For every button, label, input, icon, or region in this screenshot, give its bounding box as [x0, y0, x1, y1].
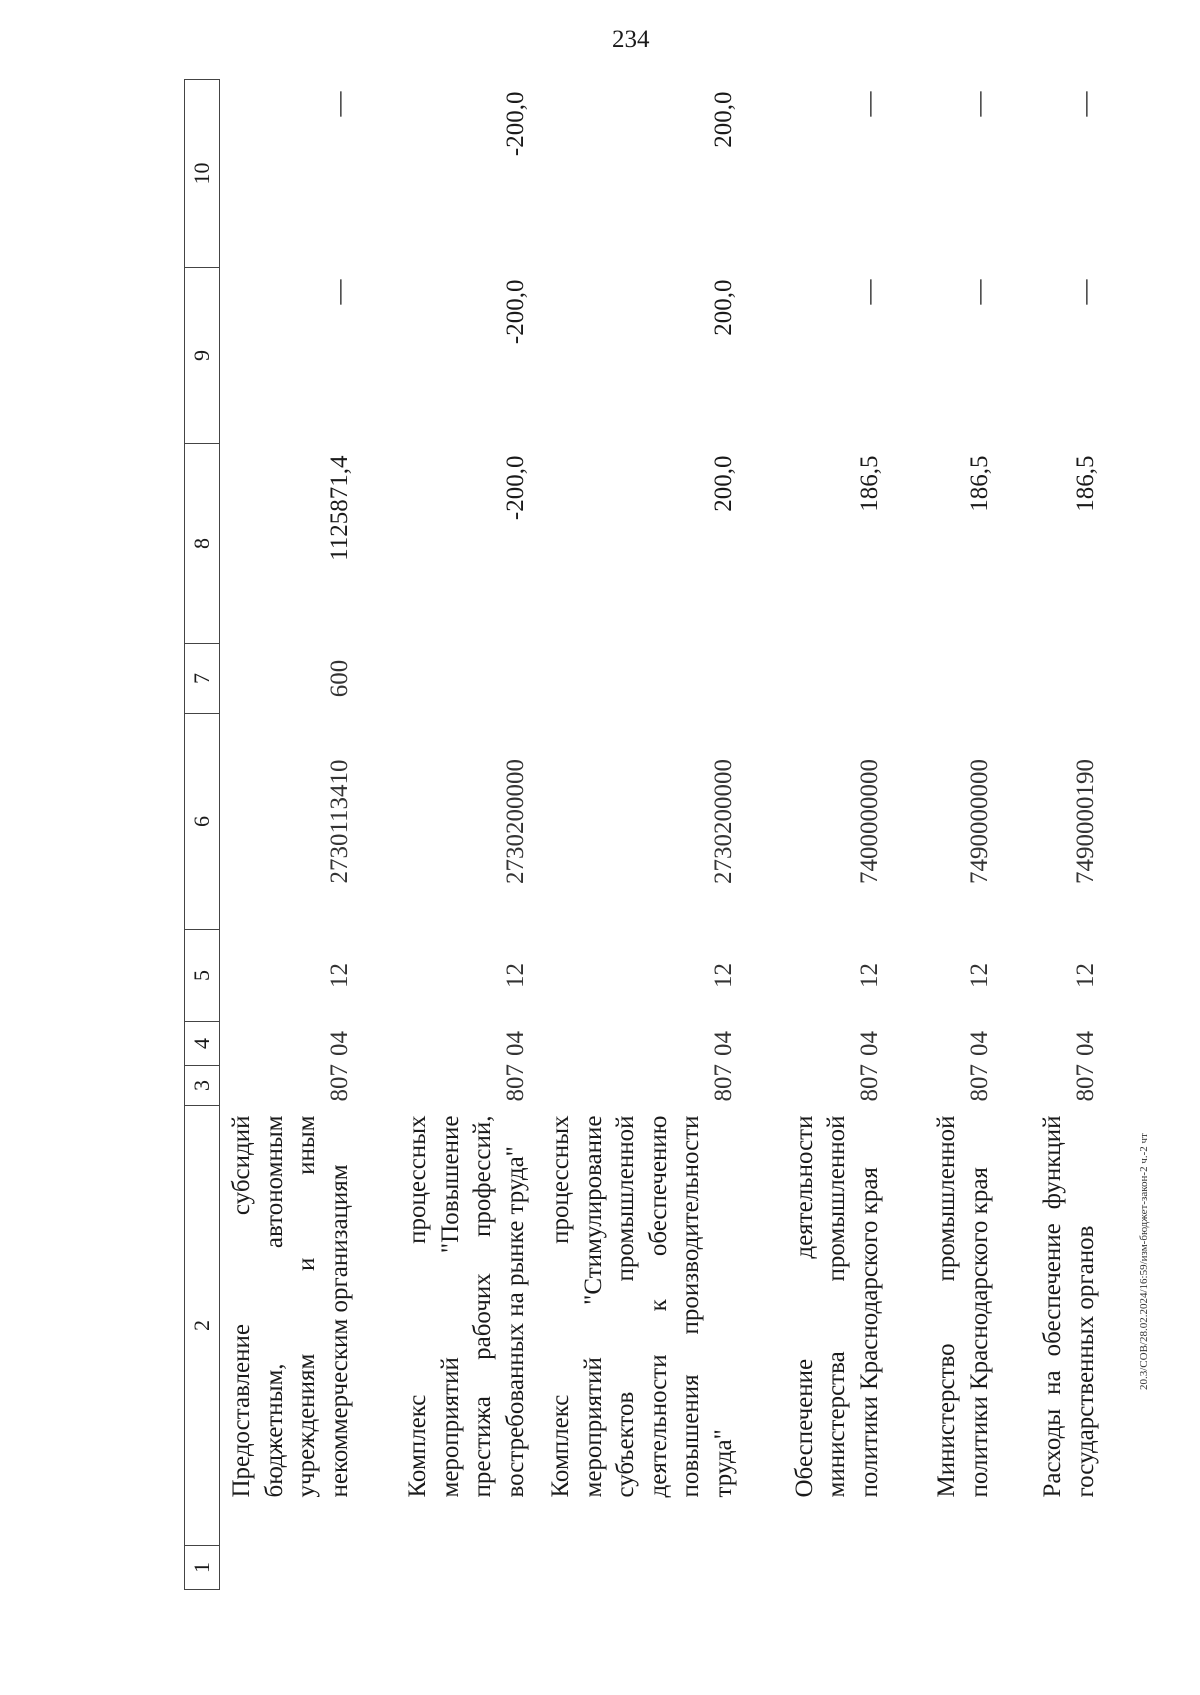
header-row: [185, 80, 220, 1590]
cell-ministry-code: 807: [855, 1064, 883, 1102]
cell-subsection: 12: [325, 963, 353, 988]
cell-amount-9: —: [325, 279, 353, 305]
cell-target-article: 7490000190: [1071, 759, 1099, 884]
cell-empty: [892, 1546, 1002, 1590]
cell-amount-9: —: [855, 279, 883, 305]
cell-amount-8: 200,0: [709, 455, 737, 512]
cell-amount-10: 200,0: [709, 91, 737, 148]
cell-target-article: 7400000000: [855, 759, 883, 884]
cell-name: Расходы на обеспечение функций государственных органов: [1039, 1115, 1099, 1498]
column-header-4: 4: [185, 1022, 220, 1066]
cell-section: 04: [501, 1031, 529, 1056]
cell-name: Комплекс процессных мероприятий "Стимулирование субъектов промышленной деятельности к обеспечению повышения производительности труда": [547, 1115, 737, 1498]
table-row: [220, 80, 363, 1590]
cell-amount-9: 200,0: [709, 279, 737, 336]
cell-expense-type: [538, 644, 746, 714]
cell-section: 04: [965, 1031, 993, 1056]
cell-expense-type: 600: [325, 659, 353, 698]
document-footer-code: 20.3/СОВ/28.02.2024/16:59/изм-бюджет-закон-2 ч.-2 чт: [1138, 1133, 1150, 1390]
cell-amount-8: 186,5: [1071, 455, 1099, 512]
cell-name: Министерство промышленной политики Краснодарского края: [933, 1115, 993, 1498]
table-row: [746, 80, 892, 1590]
column-header-9: 9: [185, 268, 220, 444]
column-header-7: 7: [185, 644, 220, 714]
cell-ministry-code: 807: [1071, 1064, 1099, 1102]
cell-ministry-code: 807: [501, 1064, 529, 1102]
column-header-2: 2: [185, 1106, 220, 1546]
column-header-6: 6: [185, 714, 220, 930]
rotated-table-container: [184, 80, 1099, 1590]
cell-empty: [362, 1546, 538, 1590]
table-row: [1002, 80, 1108, 1590]
cell-name: Обеспечение деятельности министерства промышленной политики Краснодарского края: [790, 1115, 883, 1498]
cell-expense-type: [746, 644, 892, 714]
cell-section: 04: [709, 1031, 737, 1056]
cell-amount-10: —: [855, 91, 883, 117]
cell-subsection: 12: [855, 963, 883, 988]
cell-amount-10: —: [1071, 91, 1099, 117]
cell-target-article: 2730200000: [709, 759, 737, 884]
cell-empty: [746, 1546, 892, 1590]
cell-name: Комплекс процессных мероприятий "Повышение престижа рабочих профессий, востребованных на рынке труда": [404, 1115, 529, 1498]
cell-amount-8: -200,0: [501, 455, 529, 521]
column-header-10: 10: [185, 80, 220, 268]
cell-target-article: 7490000000: [965, 759, 993, 884]
cell-section: 04: [1071, 1031, 1099, 1056]
cell-subsection: 12: [965, 963, 993, 988]
cell-empty: [538, 1546, 746, 1590]
cell-expense-type: [1002, 644, 1108, 714]
cell-empty: [1002, 1546, 1108, 1590]
column-header-8: 8: [185, 444, 220, 644]
table-row: [362, 80, 538, 1590]
budget-table: [184, 79, 1108, 1590]
cell-target-article: 2730113410: [325, 759, 353, 884]
column-header-5: 5: [185, 930, 220, 1022]
table-row: [538, 80, 746, 1590]
cell-amount-10: —: [325, 91, 353, 117]
cell-expense-type: [362, 644, 538, 714]
cell-amount-8: 186,5: [855, 455, 883, 512]
cell-ministry-code: 807: [325, 1064, 353, 1102]
cell-amount-8: 186,5: [965, 455, 993, 512]
cell-empty: [220, 1546, 363, 1590]
cell-amount-10: —: [965, 91, 993, 117]
cell-ministry-code: 807: [965, 1064, 993, 1102]
cell-amount-8: 1125871,4: [325, 455, 353, 561]
cell-name: Предоставление субсидий бюджетным, автономным учреждениям и иным некоммерческим организациям: [228, 1115, 353, 1498]
cell-section: 04: [325, 1031, 353, 1056]
column-header-3: 3: [185, 1066, 220, 1106]
cell-section: 04: [855, 1031, 883, 1056]
cell-target-article: 2730200000: [501, 759, 529, 884]
cell-ministry-code: 807: [709, 1064, 737, 1102]
page-number: 234: [612, 26, 650, 53]
cell-subsection: 12: [709, 963, 737, 988]
cell-amount-9: —: [965, 279, 993, 305]
cell-subsection: 12: [501, 963, 529, 988]
cell-amount-10: -200,0: [501, 91, 529, 157]
table-row: [892, 80, 1002, 1590]
column-header-1: 1: [185, 1546, 220, 1590]
cell-amount-9: -200,0: [501, 279, 529, 345]
cell-amount-9: —: [1071, 279, 1099, 305]
cell-subsection: 12: [1071, 963, 1099, 988]
cell-expense-type: [892, 644, 1002, 714]
